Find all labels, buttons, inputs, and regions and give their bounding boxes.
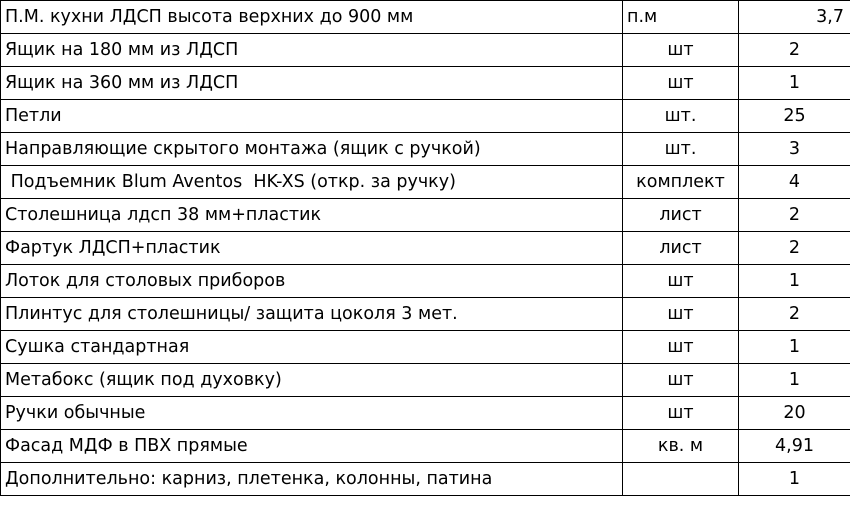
quantity-cell[interactable]: 1 [739, 67, 850, 100]
table-row [1, 463, 850, 496]
quantity-cell[interactable]: 25 [739, 100, 850, 133]
item-name-cell[interactable]: Ручки обычные [1, 397, 623, 430]
item-name-cell[interactable]: Метабокс (ящик под духовку) [1, 364, 623, 397]
table-body [1, 1, 850, 496]
quantity-cell[interactable]: 3,7 [739, 1, 850, 34]
quantity-cell[interactable]: 1 [739, 463, 850, 496]
quantity-cell[interactable]: 4,91 [739, 430, 850, 463]
item-name-cell[interactable]: П.М. кухни ЛДСП высота верхних до 900 мм [1, 1, 623, 34]
table-row [1, 100, 850, 133]
table-row [1, 67, 850, 100]
unit-cell[interactable]: шт [623, 34, 739, 67]
quantity-cell[interactable]: 3 [739, 133, 850, 166]
quantity-cell[interactable]: 4 [739, 166, 850, 199]
quantity-cell[interactable]: 2 [739, 34, 850, 67]
unit-cell[interactable]: шт [623, 331, 739, 364]
unit-cell[interactable]: шт [623, 364, 739, 397]
unit-cell[interactable]: кв. м [623, 430, 739, 463]
item-name-cell[interactable]: Ящик на 360 мм из ЛДСП [1, 67, 623, 100]
unit-cell[interactable]: п.м [623, 1, 739, 34]
item-name-cell[interactable]: Сушка стандартная [1, 331, 623, 364]
table-row [1, 364, 850, 397]
item-name-cell[interactable]: Направляющие скрытого монтажа (ящик с ручкой) [1, 133, 623, 166]
table-row [1, 232, 850, 265]
item-name-cell[interactable]: Фасад МДФ в ПВХ прямые [1, 430, 623, 463]
quantity-cell[interactable]: 2 [739, 199, 850, 232]
unit-cell[interactable]: шт [623, 67, 739, 100]
table-row [1, 34, 850, 67]
table-row [1, 265, 850, 298]
unit-cell[interactable]: лист [623, 199, 739, 232]
table-row [1, 199, 850, 232]
unit-cell[interactable]: шт. [623, 100, 739, 133]
item-name-cell[interactable]: Ящик на 180 мм из ЛДСП [1, 34, 623, 67]
table-row [1, 133, 850, 166]
table-row [1, 397, 850, 430]
quantity-cell[interactable]: 1 [739, 331, 850, 364]
table-row [1, 166, 850, 199]
quantity-cell[interactable]: 1 [739, 265, 850, 298]
table-row [1, 430, 850, 463]
unit-cell[interactable]: лист [623, 232, 739, 265]
table-row [1, 298, 850, 331]
item-name-cell[interactable]: Петли [1, 100, 623, 133]
unit-cell[interactable]: шт [623, 397, 739, 430]
item-name-cell[interactable]: Лоток для столовых приборов [1, 265, 623, 298]
unit-cell[interactable] [623, 463, 739, 496]
quantity-cell[interactable]: 2 [739, 298, 850, 331]
quantity-cell[interactable]: 1 [739, 364, 850, 397]
item-name-cell[interactable]: Дополнительно: карниз, плетенка, колонны, патина [1, 463, 623, 496]
unit-cell[interactable]: комплект [623, 166, 739, 199]
item-name-cell[interactable]: Фартук ЛДСП+пластик [1, 232, 623, 265]
table-row [1, 1, 850, 34]
quantity-cell[interactable]: 20 [739, 397, 850, 430]
item-name-cell[interactable]: Столешница лдсп 38 мм+пластик [1, 199, 623, 232]
unit-cell[interactable]: шт. [623, 133, 739, 166]
item-name-cell[interactable]: Плинтус для столешницы/ защита цоколя 3 мет. [1, 298, 623, 331]
quantity-cell[interactable]: 2 [739, 232, 850, 265]
table-row [1, 331, 850, 364]
unit-cell[interactable]: шт [623, 298, 739, 331]
unit-cell[interactable]: шт [623, 265, 739, 298]
item-name-cell[interactable]: Подъемник Blum Aventos HK-XS (откр. за ручку) [1, 166, 623, 199]
